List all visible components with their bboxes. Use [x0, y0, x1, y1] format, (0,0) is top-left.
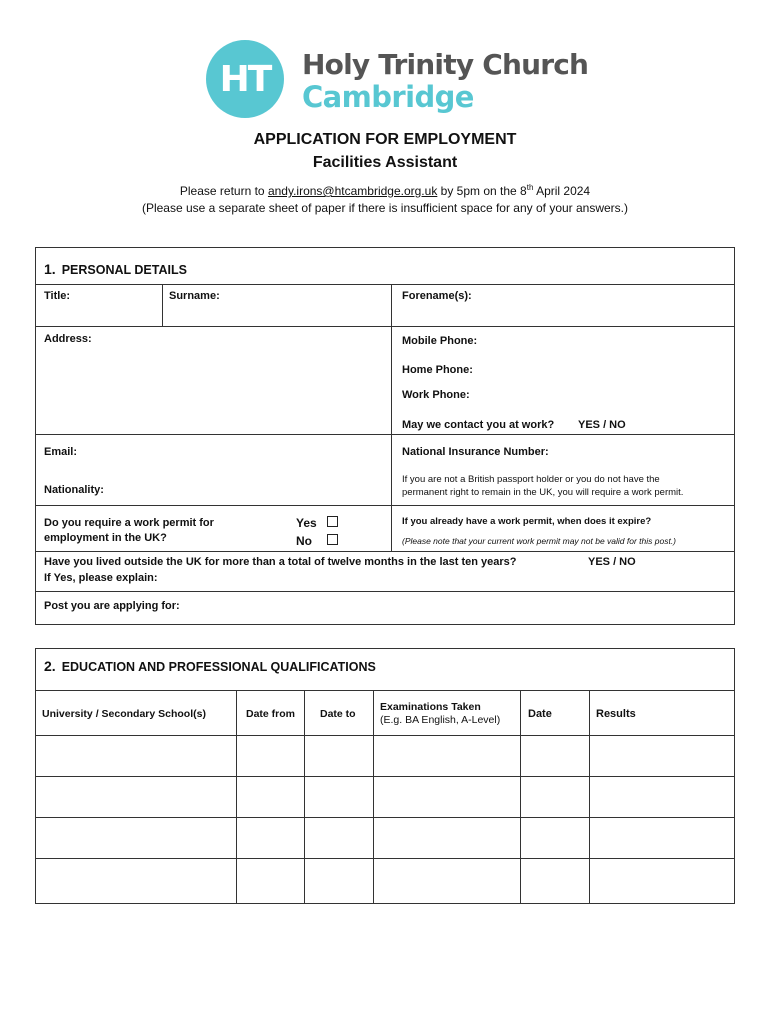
divider: [35, 326, 735, 327]
column-divider: [236, 690, 237, 904]
lived-abroad-question: Have you lived outside the UK for more than a total of twelve months in the last ten years?: [44, 556, 517, 568]
column-divider: [520, 690, 521, 904]
divider: [35, 505, 735, 506]
permit-no-checkbox[interactable]: [327, 534, 338, 545]
forename-field-label[interactable]: Forename(s):: [402, 290, 472, 302]
logo-mark: HT: [206, 40, 284, 118]
permit-expiry-question[interactable]: If you already have a work permit, when does it expire?: [402, 516, 652, 527]
home-phone-label[interactable]: Home Phone:: [402, 364, 473, 376]
space-note: (Please use a separate sheet of paper if there is insufficient space for any of your answers.): [141, 201, 629, 215]
column-header-date-to: Date to: [320, 708, 356, 720]
divider: [35, 591, 735, 592]
nationality-field-label[interactable]: Nationality:: [44, 484, 104, 496]
email-field-label[interactable]: Email:: [44, 446, 78, 458]
post-applied-label[interactable]: Post you are applying for:: [44, 600, 180, 612]
divider: [391, 284, 392, 551]
permit-validity-note: (Please note that your current work permit may not be valid for this post.): [402, 536, 677, 546]
lived-abroad-options[interactable]: YES / NO: [588, 556, 636, 568]
table-row: [35, 858, 735, 859]
address-field-label[interactable]: Address:: [44, 333, 92, 345]
passport-note: If you are not a British passport holder or you do not have the: [402, 474, 660, 485]
passport-note: permanent right to remain in the UK, you will require a work permit.: [402, 487, 684, 498]
work-phone-label[interactable]: Work Phone:: [402, 389, 470, 401]
form-title: APPLICATION FOR EMPLOYMENT: [253, 131, 517, 148]
table-row: [35, 735, 735, 736]
section-heading-personal: 1. PERSONAL DETAILS: [44, 261, 187, 277]
contact-at-work-question: May we contact you at work?: [402, 419, 555, 431]
column-header-date: Date: [528, 708, 552, 720]
permit-no-label: No: [296, 534, 312, 548]
logo-church-name: Holy Trinity Church: [302, 48, 589, 81]
column-divider: [373, 690, 374, 904]
permit-yes-checkbox[interactable]: [327, 516, 338, 527]
table-row: [35, 776, 735, 777]
column-header-exams: Examinations Taken: [380, 701, 481, 713]
permit-yes-label: Yes: [296, 516, 317, 530]
mobile-phone-label[interactable]: Mobile Phone:: [402, 335, 478, 347]
logo-city-name: Cambridge: [302, 80, 474, 114]
position-title: Facilities Assistant: [312, 154, 458, 171]
divider: [35, 434, 735, 435]
section-heading-education: 2. EDUCATION AND PROFESSIONAL QUALIFICATIONS: [44, 658, 376, 674]
exam-hint: (E.g. BA English, A-Level): [380, 714, 501, 726]
contact-at-work-options[interactable]: YES / NO: [578, 419, 626, 431]
column-header-date-from: Date from: [246, 708, 296, 720]
work-permit-question: Do you require a work permit for: [44, 517, 214, 529]
church-logo: [206, 40, 589, 120]
divider: [35, 284, 735, 285]
column-header-school: University / Secondary School(s): [42, 708, 206, 720]
surname-field-label[interactable]: Surname:: [169, 290, 220, 302]
explain-label[interactable]: If Yes, please explain:: [44, 572, 158, 584]
table-row: [35, 817, 735, 818]
divider: [35, 690, 735, 691]
work-permit-question: employment in the UK?: [44, 532, 167, 544]
divider: [162, 284, 163, 326]
column-divider: [304, 690, 305, 904]
return-instructions: Please return to andy.irons@htcambridge.org.uk by 5pm on the 8th April 2024: [179, 183, 591, 198]
divider: [35, 551, 735, 552]
return-email-link[interactable]: andy.irons@htcambridge.org.uk: [267, 184, 438, 198]
column-header-results: Results: [596, 708, 636, 720]
title-field-label[interactable]: Title:: [44, 290, 71, 302]
column-divider: [589, 690, 590, 904]
ni-number-label[interactable]: National Insurance Number:: [402, 446, 549, 458]
personal-details-section: [35, 247, 735, 625]
